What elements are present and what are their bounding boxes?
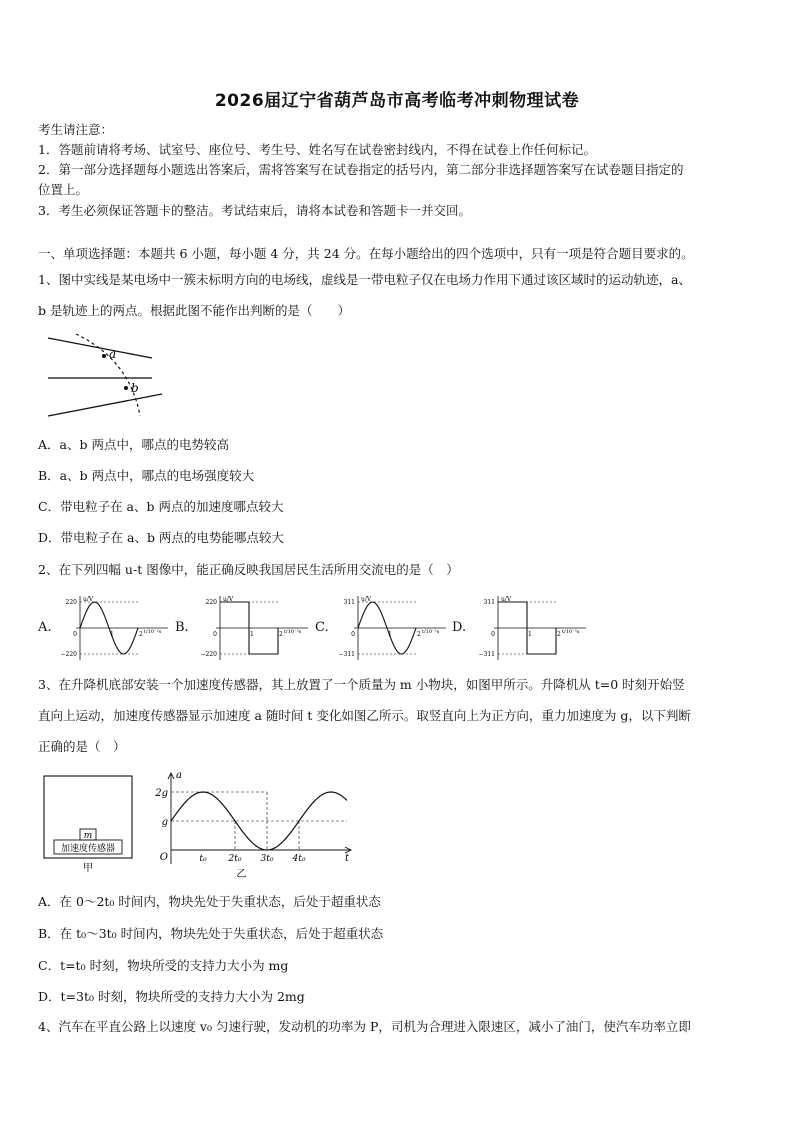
point-b bbox=[124, 386, 128, 390]
figure-yi-caption: 乙 bbox=[236, 869, 247, 880]
q3-option-b: B．在 t₀～3t₀ 时间内，物块先处于失重状态，后处于超重状态 bbox=[38, 926, 384, 941]
peak-label: 220 bbox=[65, 599, 77, 606]
q3-option-c: C．t=t₀ 时刻，物块所受的支持力大小为 mg bbox=[38, 958, 289, 973]
field-line bbox=[48, 338, 152, 358]
q1-stem-line1: 1、图中实线是某电场中一簇未标明方向的电场线，虚线是一带电粒子仅在电场力作用下通过该区域时的运动轨迹，a、 bbox=[38, 272, 691, 287]
q3-option-a: A．在 0～2t₀ 时间内，物块先处于失重状态，后处于超重状态 bbox=[38, 894, 381, 909]
point-a bbox=[102, 354, 106, 358]
section-heading: 一、单项选择题：本题共 6 小题，每小题 4 分，共 24 分。在每小题给出的四个选项中，只有一项是符合题目要求的。 bbox=[38, 246, 694, 261]
y-axis-label: u/V bbox=[83, 596, 94, 603]
label-2t0: 2t₀ bbox=[228, 854, 242, 864]
q2-graph-a bbox=[56, 594, 176, 662]
point-b-label: b bbox=[131, 381, 139, 395]
q2-graph-d bbox=[474, 594, 594, 662]
notice-heading: 考生请注意： bbox=[38, 122, 114, 137]
x-axis-label: t/10⁻²s bbox=[422, 629, 440, 635]
trough-label: −220 bbox=[200, 651, 217, 658]
q3-stem-line3: 正确的是（ ） bbox=[38, 739, 126, 754]
label-g: g bbox=[161, 817, 168, 828]
peak-label: 220 bbox=[205, 599, 217, 606]
q1-option-c: C．带电粒子在 a、b 两点的加速度哪点较大 bbox=[38, 499, 284, 514]
origin-label: O bbox=[159, 852, 168, 863]
q2-graph-c bbox=[334, 594, 454, 662]
point-a-label: a bbox=[109, 347, 117, 361]
q1-stem-line2: b 是轨迹上的两点。根据此图不能作出判断的是（ ） bbox=[38, 303, 350, 318]
origin-label: 0 bbox=[491, 631, 495, 638]
t2-label: 2 bbox=[279, 631, 283, 638]
q2-option-d-label: D. bbox=[452, 620, 467, 635]
t2-label: 2 bbox=[139, 631, 143, 638]
label-4t0: 4t₀ bbox=[292, 854, 306, 864]
x-axis-label: t/10⁻²s bbox=[144, 629, 162, 635]
trough-label: −311 bbox=[478, 651, 495, 658]
origin-label: 0 bbox=[213, 631, 217, 638]
q1-option-a: A．a、b 两点中，哪点的电势较高 bbox=[38, 437, 229, 452]
label-3t0: 3t₀ bbox=[260, 854, 274, 864]
t2-label: 2 bbox=[417, 631, 421, 638]
y-axis-label: u/V bbox=[501, 596, 512, 603]
notice-item-1: 1．答题前请将考场、试室号、座位号、考生号、姓名写在试卷密封线内，不得在试卷上作任何标记。 bbox=[38, 142, 596, 157]
x-axis-label: t/10⁻²s bbox=[284, 629, 302, 635]
q1-field-figure bbox=[40, 330, 165, 420]
q1-option-b: B．a、b 两点中，哪点的电场强度较大 bbox=[38, 468, 255, 483]
a-axis-label: a bbox=[176, 770, 182, 781]
figure-jia-caption: 甲 bbox=[83, 863, 93, 874]
label-2g: 2g bbox=[155, 788, 168, 799]
y-axis-label: u/V bbox=[361, 596, 372, 603]
q2-option-a-label: A. bbox=[38, 620, 52, 635]
peak-label: 311 bbox=[343, 599, 355, 606]
t1-label: 1 bbox=[528, 631, 532, 638]
q3-option-d: D．t=3t₀ 时刻，物块所受的支持力大小为 2mg bbox=[38, 989, 305, 1004]
t1-label: 1 bbox=[250, 631, 254, 638]
q2-graph-b bbox=[196, 594, 316, 662]
origin-label: 0 bbox=[73, 631, 77, 638]
page-title: 2026届辽宁省葫芦岛市高考临考冲刺物理试卷 bbox=[214, 91, 580, 111]
origin-label: 0 bbox=[351, 631, 355, 638]
q2-option-b-label: B. bbox=[175, 620, 189, 635]
label-t0: t₀ bbox=[199, 854, 207, 864]
trough-label: −311 bbox=[338, 651, 355, 658]
q1-option-d: D．带电粒子在 a、b 两点的电势能哪点较大 bbox=[38, 530, 284, 545]
particle-trajectory bbox=[76, 334, 140, 416]
notice-item-2-cont: 位置上。 bbox=[38, 182, 89, 197]
sensor-label: 加速度传感器 bbox=[60, 844, 116, 854]
q4-stem-line1: 4、汽车在平直公路上以速度 v₀ 匀速行驶，发动机的功率为 P，司机为合理进入限速区，减小了油门，使汽车功率立即 bbox=[38, 1019, 691, 1034]
notice-item-3: 3．考生必须保证答题卡的整洁。考试结束后，请将本试卷和答题卡一并交回。 bbox=[38, 203, 471, 218]
t1-label: 1 bbox=[388, 631, 392, 638]
trough-label: −220 bbox=[60, 651, 77, 658]
block-m-label: m bbox=[83, 831, 93, 841]
t-axis-label: t bbox=[344, 853, 350, 864]
x-axis-label: t/10⁻²s bbox=[562, 629, 580, 635]
peak-label: 311 bbox=[483, 599, 495, 606]
q3-figure-yi bbox=[155, 770, 355, 880]
q3-stem-line1: 3、在升降机底部安装一个加速度传感器，其上放置了一个质量为 m 小物块，如图甲所示。升降机从 t=0 时刻开始竖 bbox=[38, 677, 685, 692]
t2-label: 2 bbox=[557, 631, 561, 638]
q3-figure-jia bbox=[40, 774, 136, 874]
y-axis-label: u/V bbox=[223, 596, 234, 603]
q2-stem: 2、在下列四幅 u-t 图像中，能正确反映我国居民生活所用交流电的是（ ） bbox=[38, 562, 459, 577]
q2-option-c-label: C. bbox=[315, 620, 329, 635]
q3-stem-line2: 直向上运动，加速度传感器显示加速度 a 随时间 t 变化如图乙所示。取竖直向上为正方向，重力加速度为 g，以下判断 bbox=[38, 708, 691, 723]
t1-label: 1 bbox=[110, 631, 114, 638]
field-line bbox=[48, 394, 162, 416]
notice-item-2: 2．第一部分选择题每小题选出答案后，需将答案写在试卷指定的括号内，第二部分非选择题答案写在试卷题目指定的 bbox=[38, 162, 684, 177]
